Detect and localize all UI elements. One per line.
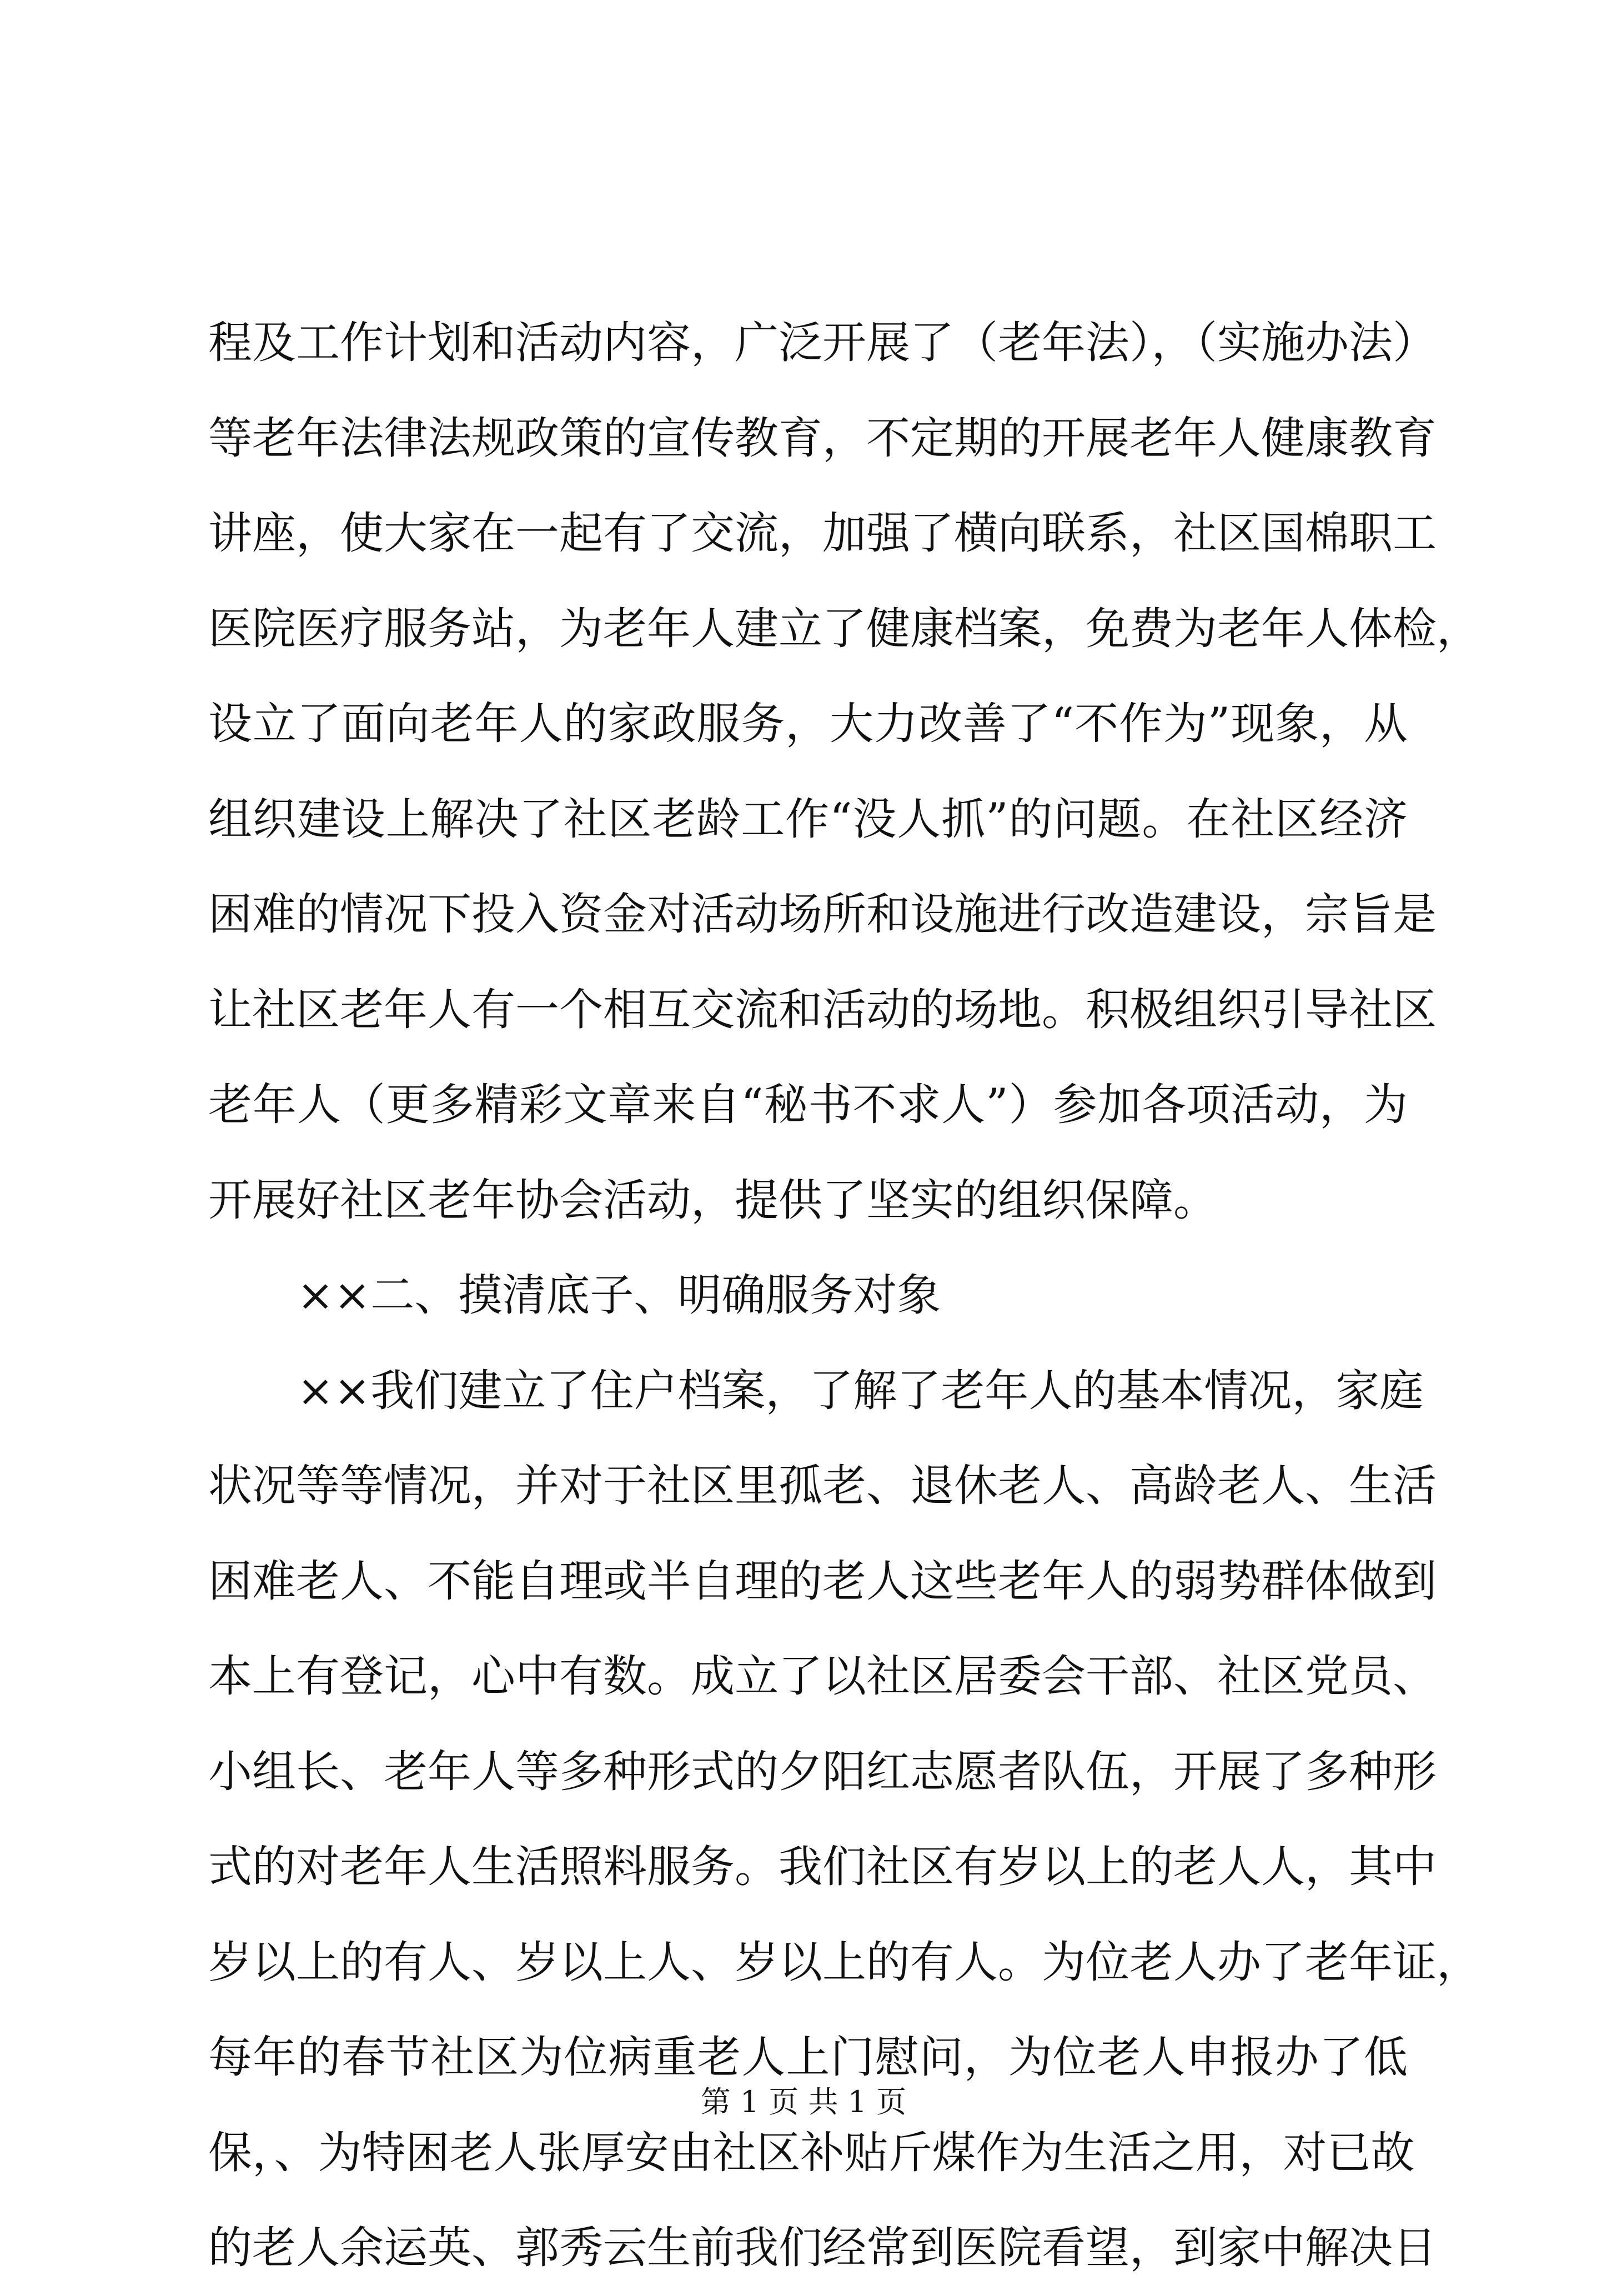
paragraph-line: 组织建设上解决了社区老龄工作“没人抓”的问题。在社区经济	[208, 793, 1408, 845]
paragraph-line: 困难的情况下投入资金对活动场所和设施进行改造建设，宗旨是	[208, 889, 1437, 940]
paragraph-line: 式的对老年人生活照料服务。我们社区有岁以上的老人人，其中	[208, 1841, 1437, 1892]
paragraph-line: 的老人余运英、郭秀云生前我们经常到医院看望，到家中解决日	[208, 2222, 1437, 2273]
paragraph-line: 本上有登记，心中有数。成立了以社区居委会干部、社区党员、	[208, 1651, 1437, 1702]
paragraph-line: ××我们建立了住户档案，了解了老年人的基本情况，家庭	[297, 1365, 1424, 1416]
paragraph-line: 开展好社区老年协会活动，提供了坚实的组织保障。	[208, 1174, 1217, 1226]
paragraph-line: 等老年法律法规政策的宣传教育，不定期的开展老年人健康教育	[208, 412, 1437, 464]
paragraph-line: 每年的春节社区为位病重老人上门慰问，为位老人申报办了低	[208, 2032, 1408, 2083]
section-heading: ××二、摸清底子、明确服务对象	[297, 1270, 941, 1321]
document-body	[208, 295, 1480, 2296]
paragraph-line: 困难老人、不能自理或半自理的老人这些老年人的弱势群体做到	[208, 1555, 1437, 1607]
paragraph-line: 状况等等情况，并对于社区里孤老、退休老人、高龄老人、生活	[208, 1460, 1437, 1511]
paragraph-line: 让社区老年人有一个相互交流和活动的场地。积极组织引导社区	[208, 984, 1437, 1035]
paragraph-line: 老年人（更多精彩文章来自“秘书不求人”）参加各项活动，为	[208, 1079, 1408, 1130]
paragraph-line: 讲座，使大家在一起有了交流，加强了横向联系，社区国棉职工	[208, 508, 1437, 559]
page-number-footer: 第 1 页 共 1 页	[700, 2084, 907, 2119]
paragraph-line: 岁以上的有人、岁以上人、岁以上的有人。为位老人办了老年证，	[208, 1936, 1480, 1988]
paragraph-line: 保，、为特困老人张厚安由社区补贴斤煤作为生活之用，对已故	[208, 2127, 1415, 2178]
paragraph-line: 医院医疗服务站，为老年人建立了健康档案，免费为老年人体检，	[208, 603, 1480, 654]
paragraph-line: 小组长、老年人等多种形式的夕阳红志愿者队伍，开展了多种形	[208, 1746, 1437, 1797]
paragraph-line: 设立了面向老年人的家政服务，大力改善了“不作为”现象，从	[208, 698, 1408, 749]
paragraph-line: 程及工作计划和活动内容，广泛开展了（老年法），（实施办法）	[208, 317, 1437, 368]
